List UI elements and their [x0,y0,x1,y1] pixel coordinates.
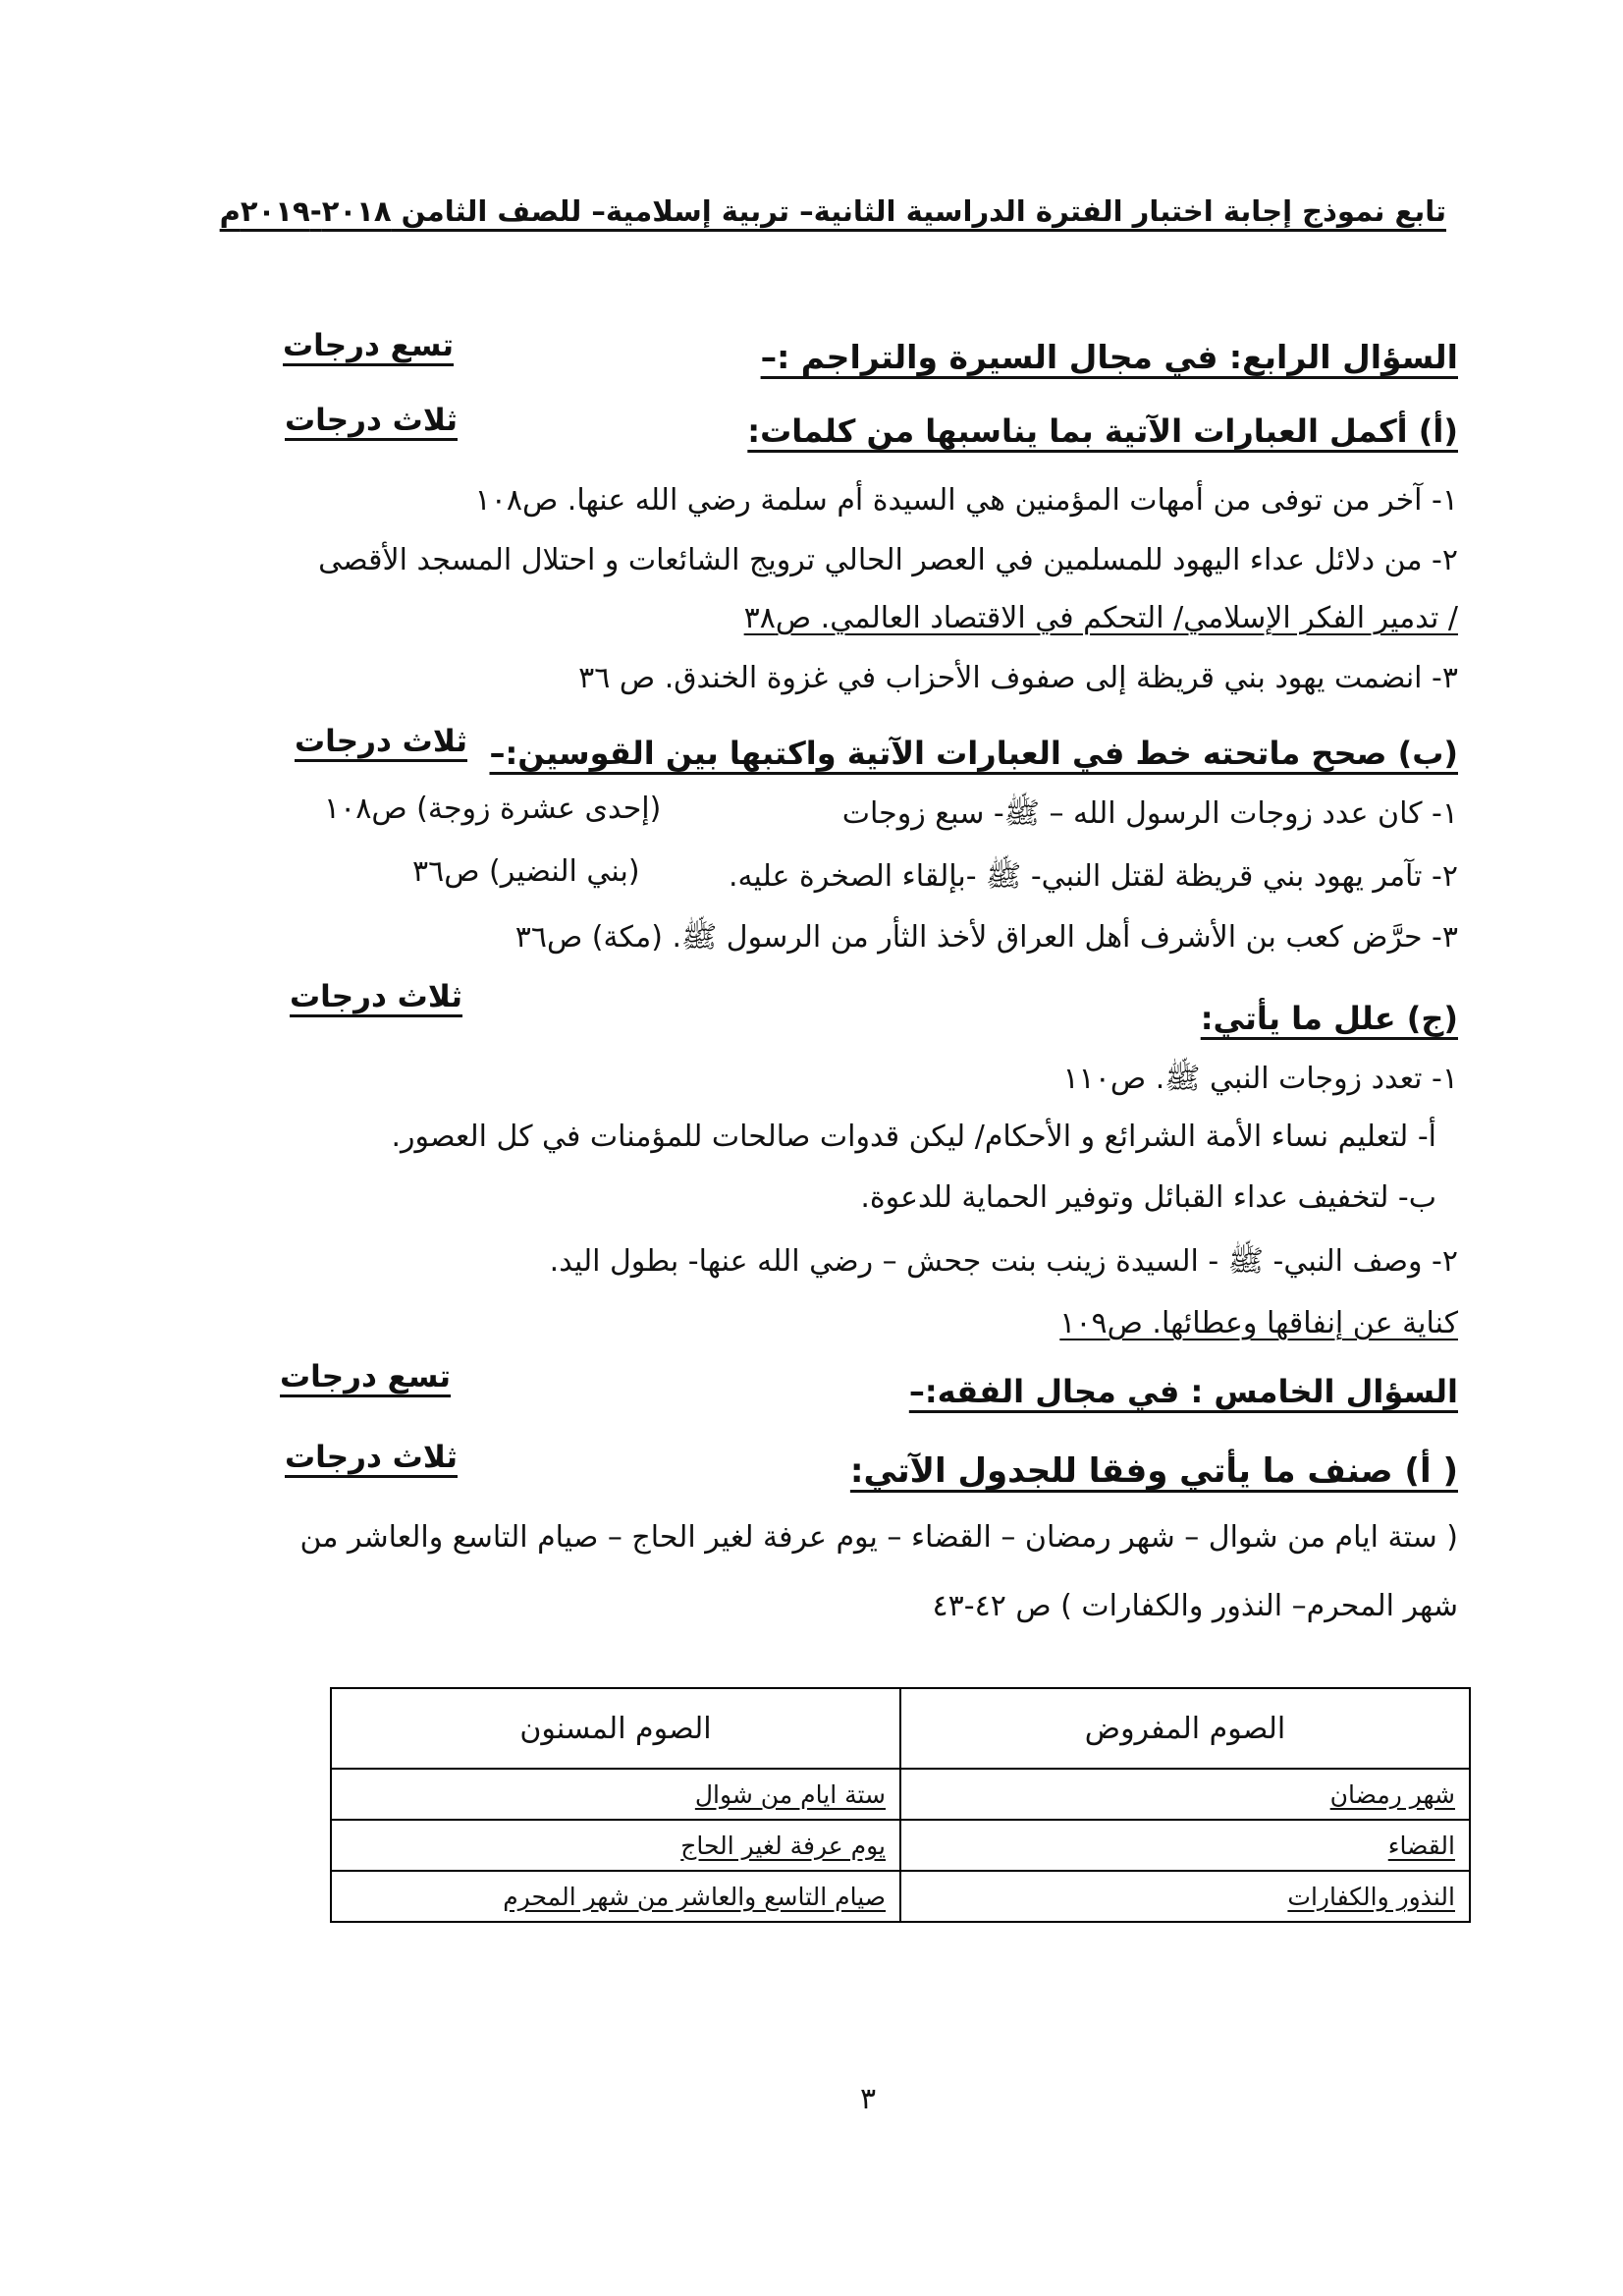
q5-a-list-line-2: شهر المحرم– النذور والكفارات ) ص ٤٢-٤٣ [932,1589,1458,1623]
fasting-classification-table [330,1687,1471,1923]
q4-a-line-2: ٢- من دلائل عداء اليهود للمسلمين في العصر الحالي ترويج الشائعات و احتلال المسجد الأقصى [318,543,1458,577]
page-number: ٣ [860,2082,877,2116]
q4-c-reason-b: ب- لتخفيف عداء القبائل وتوفير الحماية للدعوة. [860,1180,1436,1215]
q4-b-grade: ثلاث درجات [295,724,468,759]
q4-a-grade: ثلاث درجات [285,403,459,438]
q4-b-line-1: ١- كان عدد زوجات الرسول الله – ﷺ- سبع زوجات [841,796,1458,831]
table-row [331,1820,1470,1871]
table-cell-masnun: صيام التاسع والعاشر من شهر المحرم [331,1871,900,1922]
q4-a-title: (أ) أكمل العبارات الآتية بما يناسبها من كلمات: [747,412,1458,450]
table-cell-fard: شهر رمضان [900,1769,1470,1820]
q4-grade: تسع درجات [283,328,455,363]
q5-title: السؤال الخامس : في مجال الفقه:– [908,1373,1458,1410]
q4-c-line-2: ٢- وصف النبي- ﷺ - السيدة زينب بنت جحش – رضي الله عنها- بطول اليد. [549,1244,1458,1279]
q4-b-line-3: ٣- حرَّض كعب بن الأشرف أهل العراق لأخذ الثأر من الرسول ﷺ. (مكة) ص٣٦ [514,920,1458,955]
table-row [331,1769,1470,1820]
q4-c-grade: ثلاث درجات [290,979,463,1014]
page-header: تابع نموذج إجابة اختبار الفترة الدراسية الثانية– تربية إسلامية– للصف الثامن ٢٠١٨-٢٠١٩م [219,194,1446,228]
q4-a-line-1: ١- آخر من توفى من أمهات المؤمنين هي السيدة أم سلمة رضي الله عنها. ص١٠٨ [474,483,1458,518]
column-header-fard: الصوم المفروض [900,1688,1470,1769]
q4-c-title: (ج) علل ما يأتي: [1200,1000,1458,1037]
table-cell-masnun: ستة ايام من شوال [331,1769,900,1820]
q4-c-reason-a: أ- لتعليم نساء الأمة الشرائع و الأحكام/ ليكن قدوات صالحات للمؤمنات في كل العصور. [391,1120,1436,1154]
column-header-masnun: الصوم المسنون [331,1688,900,1769]
table-row [331,1871,1470,1922]
table-cell-masnun: يوم عرفة لغير الحاج [331,1820,900,1871]
q5-a-list-line-1: ( ستة ايام من شوال – شهر رمضان – القضاء – يوم عرفة لغير الحاج – صيام التاسع والعاشر من [299,1520,1458,1555]
q4-c-line-1: ١- تعدد زوجات النبي ﷺ. ص١١٠ [1062,1062,1458,1096]
table-cell-fard: النذور والكفارات [900,1871,1470,1922]
q4-a-line-2-cont: / تدمير الفكر الإسلامي/ التحكم في الاقتصاد العالمي. ص٣٨ [743,601,1458,635]
q4-b-title: (ب) صحح ماتحته خط في العبارات الآتية واكتبها بين القوسين:– [489,735,1458,772]
q4-b-line-2: ٢- تآمر يهود بني قريظة لقتل النبي- ﷺ -بإلقاء الصخرة عليه. [728,859,1458,894]
q4-a-line-3: ٣- انضمت يهود بني قريظة إلى صفوف الأحزاب في غزوة الخندق. ص ٣٦ [578,661,1458,695]
q4-c-line-2-answer: كناية عن إنفاقها وعطائها. ص١٠٩ [1059,1306,1458,1340]
q5-a-grade: ثلاث درجات [285,1440,459,1475]
q4-b-answer-1: (إحدى عشرة زوجة) ص١٠٨ [324,792,662,826]
q5-a-title: ( أ) صنف ما يأتي وفقا للجدول الآتي: [849,1451,1458,1491]
q4-title: السؤال الرابع: في مجال السيرة والتراجم :– [760,338,1458,376]
table-cell-fard: القضاء [900,1820,1470,1871]
q5-grade: تسع درجات [280,1359,452,1394]
table-header-row [331,1688,1470,1769]
q4-b-answer-2: (بني النضير) ص٣٦ [412,854,640,889]
